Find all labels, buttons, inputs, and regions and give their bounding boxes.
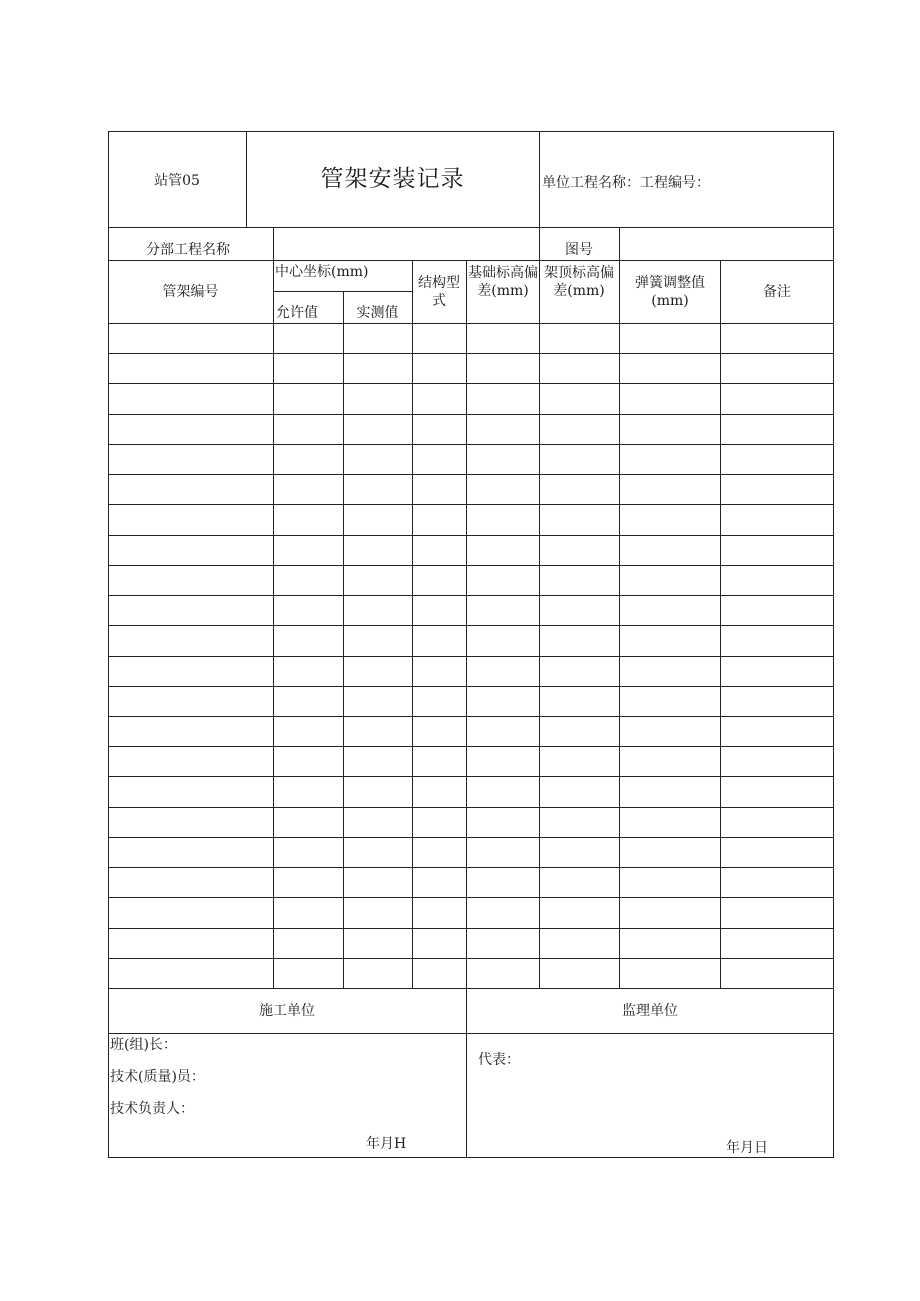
table-row xyxy=(108,897,834,898)
table-cell[interactable] xyxy=(620,328,719,352)
table-cell[interactable] xyxy=(620,600,719,624)
table-row xyxy=(108,686,834,687)
footer-header-line xyxy=(108,1033,834,1034)
representative-label: 代表： xyxy=(478,1052,520,1068)
table-cell[interactable] xyxy=(109,872,272,896)
table-cell[interactable] xyxy=(721,630,833,654)
table-cell[interactable] xyxy=(620,661,719,685)
center-coord-header: 中心坐标(mm) xyxy=(275,264,369,280)
table-cell[interactable] xyxy=(540,479,618,503)
table-cell[interactable] xyxy=(413,600,465,624)
table-cell[interactable] xyxy=(620,358,719,382)
table-cell[interactable] xyxy=(540,388,618,412)
table-cell[interactable] xyxy=(721,902,833,926)
table-cell[interactable] xyxy=(344,419,411,443)
table-cell[interactable] xyxy=(413,751,465,775)
table-cell[interactable] xyxy=(344,328,411,352)
table-row xyxy=(108,535,834,536)
table-cell[interactable] xyxy=(344,358,411,382)
table-cell[interactable] xyxy=(344,570,411,594)
table-cell[interactable] xyxy=(467,570,538,594)
table-cell[interactable] xyxy=(620,721,719,745)
team-leader-label: 班(组)长： xyxy=(110,1037,177,1053)
table-row xyxy=(108,656,834,657)
table-cell[interactable] xyxy=(721,570,833,594)
table-cell[interactable] xyxy=(467,933,538,957)
table-cell[interactable] xyxy=(540,661,618,685)
table-cell[interactable] xyxy=(540,842,618,866)
table-cell[interactable] xyxy=(413,963,465,987)
table-cell[interactable] xyxy=(721,751,833,775)
table-cell[interactable] xyxy=(467,842,538,866)
table-cell[interactable] xyxy=(620,509,719,533)
table-cell[interactable] xyxy=(344,751,411,775)
table-cell[interactable] xyxy=(721,781,833,805)
table-cell[interactable] xyxy=(344,630,411,654)
table-cell[interactable] xyxy=(109,358,272,382)
table-cell[interactable] xyxy=(721,509,833,533)
table-cell[interactable] xyxy=(620,902,719,926)
structure-type-header: 结构型式 xyxy=(418,275,460,309)
table-cell[interactable] xyxy=(620,751,719,775)
table-cell[interactable] xyxy=(721,963,833,987)
table-cell[interactable] xyxy=(413,721,465,745)
table-cell[interactable] xyxy=(413,358,465,382)
table-cell[interactable] xyxy=(274,691,342,715)
table-cell[interactable] xyxy=(467,751,538,775)
table-row xyxy=(108,776,834,777)
table-cell[interactable] xyxy=(413,449,465,473)
table-cell[interactable] xyxy=(109,630,272,654)
table-cell[interactable] xyxy=(467,509,538,533)
table-cell[interactable] xyxy=(620,419,719,443)
table-row xyxy=(108,414,834,415)
table-cell[interactable] xyxy=(413,842,465,866)
table-cell[interactable] xyxy=(467,661,538,685)
table-cell[interactable] xyxy=(620,842,719,866)
table-cell[interactable] xyxy=(109,902,272,926)
form-code: 站管05 xyxy=(154,173,200,189)
table-cell[interactable] xyxy=(540,419,618,443)
table-cell[interactable] xyxy=(344,388,411,412)
table-cell[interactable] xyxy=(413,419,465,443)
page-title: 管架安装记录 xyxy=(320,166,465,192)
table-cell[interactable] xyxy=(344,479,411,503)
table-cell[interactable] xyxy=(413,872,465,896)
table-cell[interactable] xyxy=(721,872,833,896)
table-row xyxy=(108,625,834,626)
table-cell[interactable] xyxy=(467,358,538,382)
table-cell[interactable] xyxy=(109,600,272,624)
sub-project-label: 分部工程名称 xyxy=(146,242,230,258)
table-cell[interactable] xyxy=(721,479,833,503)
table-cell[interactable] xyxy=(413,479,465,503)
table-cell[interactable] xyxy=(274,479,342,503)
table-cell[interactable] xyxy=(540,630,618,654)
table-row xyxy=(108,383,834,384)
table-cell[interactable] xyxy=(620,540,719,564)
table-cell[interactable] xyxy=(721,328,833,352)
table-cell[interactable] xyxy=(721,721,833,745)
table-row xyxy=(108,323,834,324)
table-cell[interactable] xyxy=(274,751,342,775)
table-cell[interactable] xyxy=(467,388,538,412)
table-cell[interactable] xyxy=(413,691,465,715)
table-cell[interactable] xyxy=(109,691,272,715)
table-cell[interactable] xyxy=(721,419,833,443)
table-row xyxy=(108,716,834,717)
table-cell[interactable] xyxy=(721,661,833,685)
table-cell[interactable] xyxy=(620,691,719,715)
table-cell[interactable] xyxy=(620,479,719,503)
table-cell[interactable] xyxy=(467,781,538,805)
table-cell[interactable] xyxy=(467,721,538,745)
table-cell[interactable] xyxy=(467,449,538,473)
quality-officer-label: 技术(质量)员： xyxy=(110,1069,205,1085)
table-cell[interactable] xyxy=(274,540,342,564)
table-cell[interactable] xyxy=(721,842,833,866)
allowed-value-header: 允许值 xyxy=(276,305,318,321)
table-cell[interactable] xyxy=(540,570,618,594)
table-cell[interactable] xyxy=(109,812,272,836)
tech-lead-label: 技术负责人： xyxy=(110,1101,194,1117)
table-cell[interactable] xyxy=(344,933,411,957)
spring-adjustment-header: 弹簧调整值(mm) xyxy=(635,275,705,309)
table-cell[interactable] xyxy=(540,449,618,473)
table-cell[interactable] xyxy=(467,419,538,443)
table-cell[interactable] xyxy=(274,509,342,533)
table-cell[interactable] xyxy=(109,751,272,775)
table-cell[interactable] xyxy=(540,691,618,715)
table-cell[interactable] xyxy=(109,842,272,866)
top-deviation-header: 架顶标高偏差(mm) xyxy=(544,265,614,299)
table-cell[interactable] xyxy=(540,781,618,805)
table-cell[interactable] xyxy=(109,449,272,473)
table-cell[interactable] xyxy=(620,781,719,805)
table-row xyxy=(108,807,834,808)
table-cell[interactable] xyxy=(344,661,411,685)
table-cell[interactable] xyxy=(413,570,465,594)
table-cell[interactable] xyxy=(413,933,465,957)
table-cell[interactable] xyxy=(620,872,719,896)
table-cell[interactable] xyxy=(274,630,342,654)
table-cell[interactable] xyxy=(274,933,342,957)
table-cell[interactable] xyxy=(721,540,833,564)
table-cell[interactable] xyxy=(721,691,833,715)
table-cell[interactable] xyxy=(467,872,538,896)
table-cell[interactable] xyxy=(344,721,411,745)
table-cell[interactable] xyxy=(413,630,465,654)
table-cell[interactable] xyxy=(109,570,272,594)
table-cell[interactable] xyxy=(274,812,342,836)
table-row xyxy=(108,746,834,747)
table-row xyxy=(108,867,834,868)
table-cell[interactable] xyxy=(540,812,618,836)
table-row xyxy=(108,504,834,505)
remarks-header: 备注 xyxy=(763,284,791,300)
table-cell[interactable] xyxy=(274,721,342,745)
footer-top-line xyxy=(108,988,834,989)
table-row xyxy=(108,837,834,838)
header-divider-2 xyxy=(539,131,540,227)
table-cell[interactable] xyxy=(344,691,411,715)
table-cell[interactable] xyxy=(109,661,272,685)
table-cell[interactable] xyxy=(274,570,342,594)
table-cell[interactable] xyxy=(467,902,538,926)
table-cell[interactable] xyxy=(274,963,342,987)
table-cell[interactable] xyxy=(109,781,272,805)
table-cell[interactable] xyxy=(344,842,411,866)
table-cell[interactable] xyxy=(413,540,465,564)
table-cell[interactable] xyxy=(540,721,618,745)
table-cell[interactable] xyxy=(413,902,465,926)
table-cell[interactable] xyxy=(620,388,719,412)
table-cell[interactable] xyxy=(540,963,618,987)
table-cell[interactable] xyxy=(413,328,465,352)
table-cell[interactable] xyxy=(467,963,538,987)
table-cell[interactable] xyxy=(274,419,342,443)
table-cell[interactable] xyxy=(344,509,411,533)
table-cell[interactable] xyxy=(721,449,833,473)
table-cell[interactable] xyxy=(109,963,272,987)
table-cell[interactable] xyxy=(467,812,538,836)
table-cell[interactable] xyxy=(109,540,272,564)
table-cell[interactable] xyxy=(344,781,411,805)
table-cell[interactable] xyxy=(344,600,411,624)
table-cell[interactable] xyxy=(109,388,272,412)
table-cell[interactable] xyxy=(540,933,618,957)
table-row xyxy=(108,958,834,959)
table-cell[interactable] xyxy=(620,449,719,473)
table-cell[interactable] xyxy=(274,661,342,685)
table-cell[interactable] xyxy=(274,328,342,352)
table-cell[interactable] xyxy=(620,812,719,836)
table-cell[interactable] xyxy=(274,388,342,412)
supervision-date-label: 年月日 xyxy=(726,1140,768,1156)
construction-date-label: 年月H xyxy=(366,1136,407,1152)
support-number-header: 管架编号 xyxy=(162,284,219,300)
table-cell[interactable] xyxy=(721,812,833,836)
table-cell[interactable] xyxy=(344,963,411,987)
table-cell[interactable] xyxy=(467,600,538,624)
table-cell[interactable] xyxy=(467,479,538,503)
table-cell[interactable] xyxy=(344,540,411,564)
unit-project-label: 单位工程名称：工程编号： xyxy=(542,175,710,191)
table-cell[interactable] xyxy=(344,902,411,926)
table-row xyxy=(108,595,834,596)
table-row xyxy=(108,353,834,354)
table-cell[interactable] xyxy=(721,933,833,957)
construction-unit-label: 施工单位 xyxy=(259,1003,315,1019)
table-cell[interactable] xyxy=(274,600,342,624)
table-cell[interactable] xyxy=(540,902,618,926)
table-cell[interactable] xyxy=(540,328,618,352)
table-cell[interactable] xyxy=(620,933,719,957)
table-cell[interactable] xyxy=(413,388,465,412)
table-cell[interactable] xyxy=(344,872,411,896)
supervision-unit-label: 监理单位 xyxy=(622,1003,678,1019)
table-cell[interactable] xyxy=(467,691,538,715)
table-cell[interactable] xyxy=(109,721,272,745)
coord-subheader-line xyxy=(273,291,412,292)
table-cell[interactable] xyxy=(413,812,465,836)
table-cell[interactable] xyxy=(540,872,618,896)
table-cell[interactable] xyxy=(540,358,618,382)
table-cell[interactable] xyxy=(109,479,272,503)
table-row xyxy=(108,444,834,445)
foundation-deviation-header: 基础标高偏差(mm) xyxy=(468,265,538,299)
table-cell[interactable] xyxy=(344,812,411,836)
table-cell[interactable] xyxy=(540,509,618,533)
table-cell[interactable] xyxy=(109,328,272,352)
table-cell[interactable] xyxy=(540,600,618,624)
table-row xyxy=(108,474,834,475)
info-divider-1 xyxy=(273,227,274,260)
table-cell[interactable] xyxy=(467,540,538,564)
measured-value-header: 实测值 xyxy=(356,305,399,321)
header-bottom-line xyxy=(108,227,834,228)
table-cell[interactable] xyxy=(721,358,833,382)
table-cell[interactable] xyxy=(109,419,272,443)
table-cell[interactable] xyxy=(274,449,342,473)
table-cell[interactable] xyxy=(540,751,618,775)
table-cell[interactable] xyxy=(467,328,538,352)
table-cell[interactable] xyxy=(274,902,342,926)
table-cell[interactable] xyxy=(413,781,465,805)
table-cell[interactable] xyxy=(721,388,833,412)
info-bottom-line xyxy=(108,260,834,261)
table-cell[interactable] xyxy=(467,630,538,654)
table-cell[interactable] xyxy=(620,963,719,987)
table-row xyxy=(108,565,834,566)
table-cell[interactable] xyxy=(413,509,465,533)
table-cell[interactable] xyxy=(413,661,465,685)
table-cell[interactable] xyxy=(274,358,342,382)
table-cell[interactable] xyxy=(540,540,618,564)
table-cell[interactable] xyxy=(109,933,272,957)
table-cell[interactable] xyxy=(620,630,719,654)
drawing-number-label: 图号 xyxy=(565,242,593,258)
table-cell[interactable] xyxy=(274,781,342,805)
table-cell[interactable] xyxy=(274,872,342,896)
table-cell[interactable] xyxy=(344,449,411,473)
table-cell[interactable] xyxy=(620,570,719,594)
table-cell[interactable] xyxy=(274,842,342,866)
table-row xyxy=(108,928,834,929)
info-divider-3 xyxy=(619,227,620,260)
table-cell[interactable] xyxy=(721,600,833,624)
table-cell[interactable] xyxy=(109,509,272,533)
